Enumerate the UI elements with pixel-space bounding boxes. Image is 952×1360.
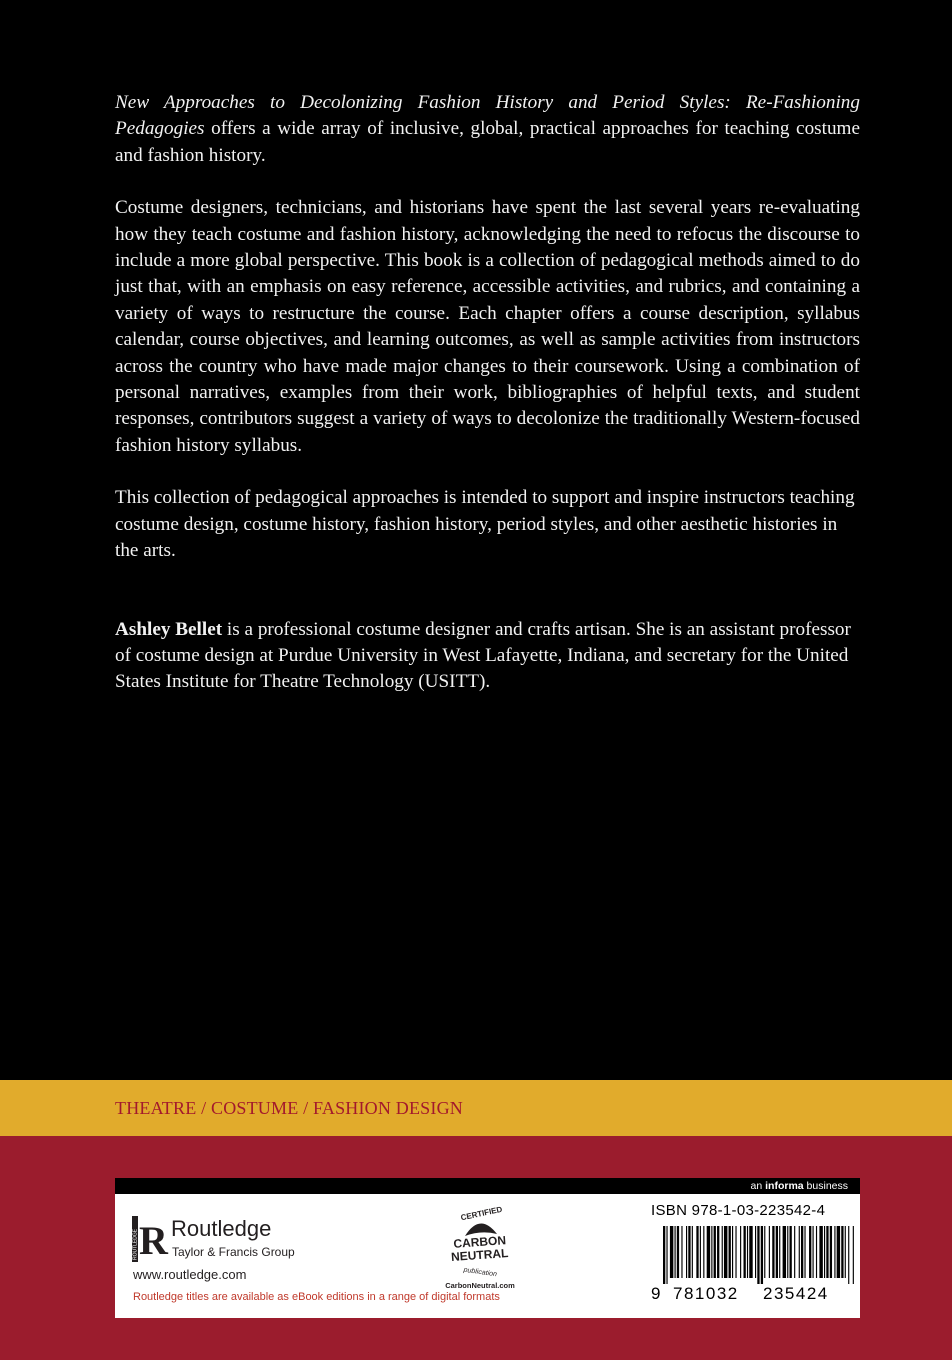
barcode-bar [732,1226,733,1278]
barcode-bar [837,1226,840,1278]
logo-side-text: ROUTLEDGE [132,1228,139,1260]
barcode-bar [696,1226,698,1278]
author-bio-text: is a professional costume designer and crafts artisan. She is an assistant professor of costume design at Purdue University in West Lafayette, Indiana, and secretary for the United States Institute for Theatre Technology (USITT). [115,618,851,693]
barcode-bar [819,1226,822,1278]
informa-tagline [751,1179,848,1193]
informa-word: informa [765,1180,804,1192]
barcode-bar [744,1226,746,1278]
barcode-bar [735,1226,736,1278]
back-cover-copy [115,90,860,722]
category-band [0,1080,952,1136]
barcode-bar [772,1226,774,1278]
barcode-bar [794,1226,795,1278]
publisher-name: Routledge [171,1216,272,1241]
audience-paragraph: This collection of pedagogical approaches is intended to support and inspire instructors teaching costume design, costume history, fashion history, period styles, and other aesthetic histories in the arts. [115,487,855,562]
barcode-bar [675,1226,676,1278]
barcode-bar [853,1226,854,1284]
barcode-bar [816,1226,817,1278]
badge-carbon: CARBON [452,1233,507,1251]
barcode-bar [724,1226,727,1278]
barcode-bar [700,1226,701,1278]
barcode-bar [692,1226,693,1278]
logo-letter: R [139,1218,168,1263]
subject-category: THEATRE / COSTUME / FASHION DESIGN [115,1098,463,1118]
barcode-bar [804,1226,805,1278]
barcode-bar [783,1226,786,1278]
barcode-bar [755,1226,756,1278]
barcode-bar [722,1226,723,1278]
barcode-bar [670,1226,673,1278]
barcode-bar [801,1226,803,1278]
barcode-bar [799,1226,800,1278]
carbon-neutral-badge [435,1202,525,1292]
barcode-bar [764,1226,765,1278]
informa-prefix: an [750,1180,766,1192]
barcode-bar [714,1226,716,1278]
barcode-digits-right: 235424 [763,1284,829,1303]
intro-paragraph [115,90,860,169]
barcode-bar [826,1226,828,1278]
barcode-bar [830,1226,832,1278]
book-title: New Approaches to Decolonizing Fashion History and Period Styles: Re-Fashioning Pedagogies [115,92,860,140]
barcode-bar [841,1226,843,1278]
barcode-bar [688,1226,690,1278]
description-paragraph: Costume designers, technicians, and historians have spent the last several years re-evaluating how they teach costume and fashion history, acknowledging the need to refocus the discourse to include a more global perspective. This book is a collection of pedagogical methods aimed to do just that, with an emphasis on easy reference, accessible activities, and rubrics, and containing a variety of ways to restructure the course. Each chapter offers a course description, syllabus calendar, course objectives, and learning outcomes, as well as sample activities from instructors across the country who have made major changes to their coursework. Using a combination of personal narratives, examples from their work, bibliographies of helpful texts, and student responses, contributors suggest a variety of ways to decolonize the traditionally Western-focused fashion history syllabus. [115,197,860,456]
routledge-logo-icon [132,1216,168,1263]
barcode-bar [761,1226,763,1284]
barcode-bar [703,1226,704,1278]
isbn-label: ISBN 978-1-03-223542-4 [651,1202,826,1219]
barcode-bar [779,1226,780,1278]
barcode-digit-first: 9 [651,1284,661,1303]
intro-text: offers a wide array of inclusive, global, practical approaches for teaching costume and fashion history. [115,118,860,166]
barcode-digits-left: 781032 [673,1284,739,1303]
badge-certified: CERTIFIED [459,1204,504,1223]
publisher-panel [115,1178,860,1318]
barcode-bar [677,1226,679,1278]
barcode-bar [757,1226,759,1284]
barcode-bar [663,1226,665,1284]
ebook-note: Routledge titles are available as eBook editions in a range of digital formats [133,1291,500,1303]
barcode-bar [740,1226,741,1278]
barcode-bar [711,1226,712,1278]
publisher-url: www.routledge.com [133,1267,247,1282]
barcode-bar [834,1226,835,1278]
barcode-bar [707,1226,710,1278]
barcode-bar [681,1226,682,1278]
informa-strip [115,1178,860,1194]
barcode-bar [666,1226,667,1284]
barcode [663,1226,853,1284]
barcode-bar [776,1226,778,1278]
barcode-bar [787,1226,788,1278]
author-bio [115,617,860,696]
barcode-bar [769,1226,770,1278]
badge-publication: publication [463,1266,498,1279]
barcode-bar [848,1226,849,1284]
barcode-bar [809,1226,811,1278]
barcode-bar [824,1226,825,1278]
barcode-bar [747,1226,748,1278]
barcode-bar [749,1226,752,1278]
barcode-bar [729,1226,731,1278]
barcode-bar [717,1226,719,1278]
badge-url: CarbonNeutral.com [445,1281,515,1290]
informa-suffix: business [803,1180,848,1192]
barcode-bar [845,1226,846,1278]
publisher-group: Taylor & Francis Group [172,1245,295,1259]
author-name: Ashley Bellet [115,618,223,640]
badge-neutral: NEUTRAL [450,1246,509,1264]
barcode-bar [813,1226,814,1278]
barcode-bar [686,1226,687,1278]
barcode-bar [790,1226,792,1278]
